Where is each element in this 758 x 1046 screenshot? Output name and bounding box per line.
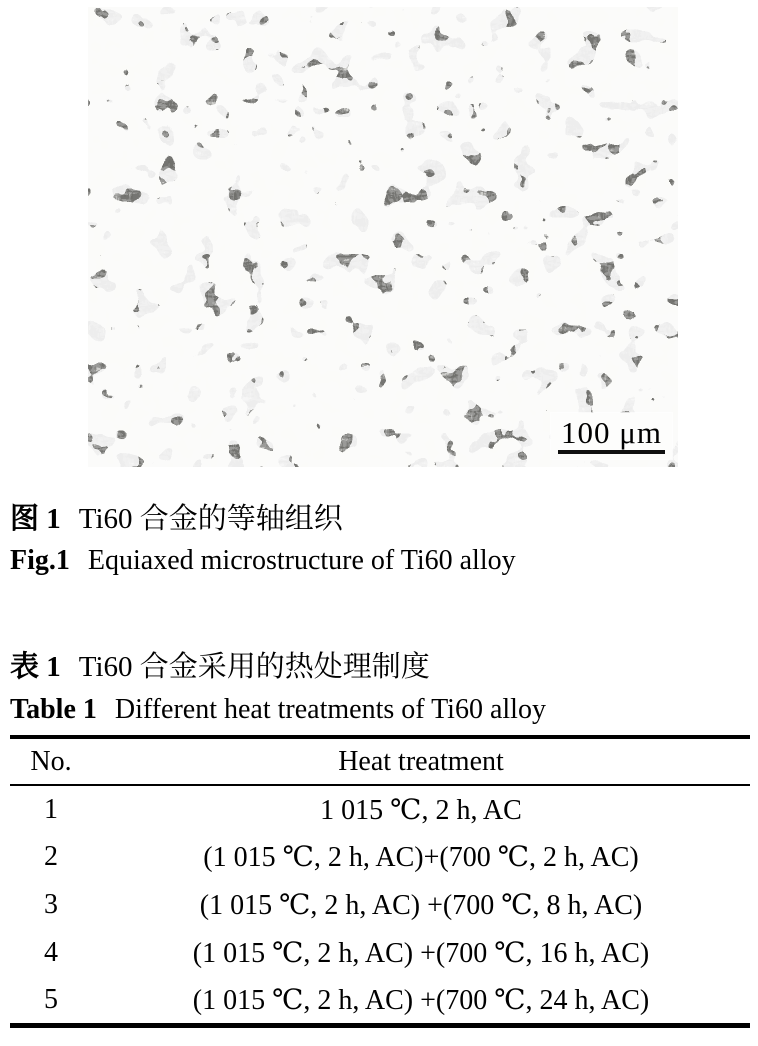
cell-no: 5 (44, 983, 58, 1015)
figure-caption-zh-label: 图 1 (10, 503, 61, 535)
table-caption-en-label: Table 1 (10, 694, 97, 725)
cell-no: 3 (44, 889, 58, 920)
figure-caption-en-label: Fig.1 (10, 545, 70, 576)
cell-no: 1 (44, 793, 58, 825)
cell-treatment: (1 015 ℃, 2 h, AC) +(700 ℃, 24 h, AC) (192, 984, 650, 1016)
table-row (10, 833, 750, 881)
figure-caption-en-text: Equiaxed microstructure of Ti60 alloy (87, 545, 516, 576)
micrograph-image (88, 7, 678, 467)
table-header-row (10, 737, 750, 785)
figure-caption-en (10, 545, 516, 577)
table-row (10, 929, 750, 977)
column-header-treatment: Heat treatment (338, 745, 504, 777)
cell-treatment: (1 015 ℃, 2 h, AC)+(700 ℃, 2 h, AC) (203, 842, 639, 873)
column-header-no: No. (30, 745, 72, 777)
figure-caption-zh-text: Ti60 合金的等轴组织 (78, 503, 343, 535)
cell-no: 2 (44, 841, 58, 872)
table-row (10, 977, 750, 1025)
micrograph-figure (88, 7, 678, 467)
cell-no: 4 (44, 937, 58, 968)
table-caption-zh-label: 表 1 (10, 651, 61, 683)
figure-caption-zh (10, 496, 343, 537)
table-caption-zh (10, 644, 430, 685)
table-row (10, 881, 750, 929)
scale-bar-label: 100 μm (558, 416, 665, 454)
cell-treatment: (1 015 ℃, 2 h, AC) +(700 ℃, 16 h, AC) (192, 938, 650, 969)
scale-bar (551, 413, 672, 459)
cell-treatment: (1 015 ℃, 2 h, AC) +(700 ℃, 8 h, AC) (199, 890, 643, 921)
heat-treatment-table (10, 735, 750, 1028)
table-caption-zh-text: Ti60 合金采用的热处理制度 (78, 651, 430, 683)
table-caption-en (10, 694, 546, 726)
cell-treatment: 1 015 ℃, 2 h, AC (320, 794, 522, 826)
table-caption-en-text: Different heat treatments of Ti60 alloy (114, 694, 546, 725)
table-row (10, 785, 750, 833)
